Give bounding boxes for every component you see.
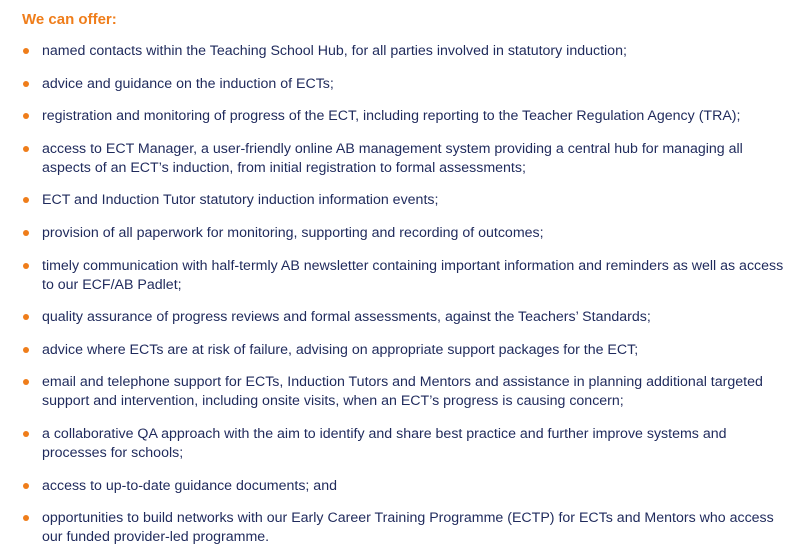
offer-list xyxy=(22,42,788,547)
list-item-text: ECT and Induction Tutor statutory induction information events; xyxy=(42,192,439,209)
list-item-text: access to ECT Manager, a user-friendly online AB management system providing a central hub for managing all aspects of an ECT’s induction, from initial registration to formal assessments; xyxy=(42,140,743,176)
bullet-icon xyxy=(23,483,29,489)
list-item xyxy=(22,308,788,327)
bullet-icon xyxy=(23,48,29,54)
bullet-icon xyxy=(23,263,29,269)
bullet-icon xyxy=(23,515,29,521)
list-item xyxy=(22,107,788,126)
bullet-icon xyxy=(23,146,29,152)
list-item-text: provision of all paperwork for monitoring, supporting and recording of outcomes; xyxy=(42,224,544,241)
list-item-text: access to up-to-date guidance documents; and xyxy=(42,477,337,494)
list-item-text: email and telephone support for ECTs, Induction Tutors and Mentors and assistance in planning additional targeted support and intervention, including onsite visits, when an ECT’s progress is causing concern; xyxy=(42,374,763,410)
bullet-icon xyxy=(23,431,29,437)
bullet-icon xyxy=(23,314,29,320)
list-item-text: named contacts within the Teaching School Hub, for all parties involved in statutory induction; xyxy=(42,43,627,59)
bullet-icon xyxy=(23,81,29,87)
list-item xyxy=(22,373,788,411)
list-item xyxy=(22,341,788,360)
list-item-text: advice and guidance on the induction of ECTs; xyxy=(42,75,334,92)
list-item xyxy=(22,191,788,210)
list-item xyxy=(22,42,788,61)
list-item-text: timely communication with half-termly AB newsletter containing important information and reminders as well as access to our ECF/AB Padlet; xyxy=(42,257,784,293)
bullet-icon xyxy=(23,113,29,119)
bullet-icon xyxy=(23,347,29,353)
list-item xyxy=(22,140,788,178)
list-item-text: quality assurance of progress reviews and formal assessments, against the Teachers’ Standards; xyxy=(42,309,651,326)
list-item-text: opportunities to build networks with our Early Career Training Programme (ECTP) for ECTs and Mentors who access our funded provider-led programme. xyxy=(42,510,774,546)
list-item-text: registration and monitoring of progress of the ECT, including reporting to the Teacher Regulation Agency (TRA); xyxy=(42,108,741,125)
list-item xyxy=(22,75,788,94)
bullet-icon xyxy=(23,379,29,385)
list-item-text: a collaborative QA approach with the aim to identify and share best practice and further improve systems and processes for schools; xyxy=(42,425,727,461)
list-item-text: advice where ECTs are at risk of failure, advising on appropriate support packages for the ECT; xyxy=(42,341,639,358)
list-item xyxy=(22,477,788,496)
list-item xyxy=(22,224,788,243)
section-heading: We can offer: xyxy=(22,11,117,28)
bullet-icon xyxy=(23,197,29,203)
bullet-icon xyxy=(23,230,29,236)
list-item xyxy=(22,257,788,295)
list-item xyxy=(22,425,788,463)
list-item xyxy=(22,509,788,547)
